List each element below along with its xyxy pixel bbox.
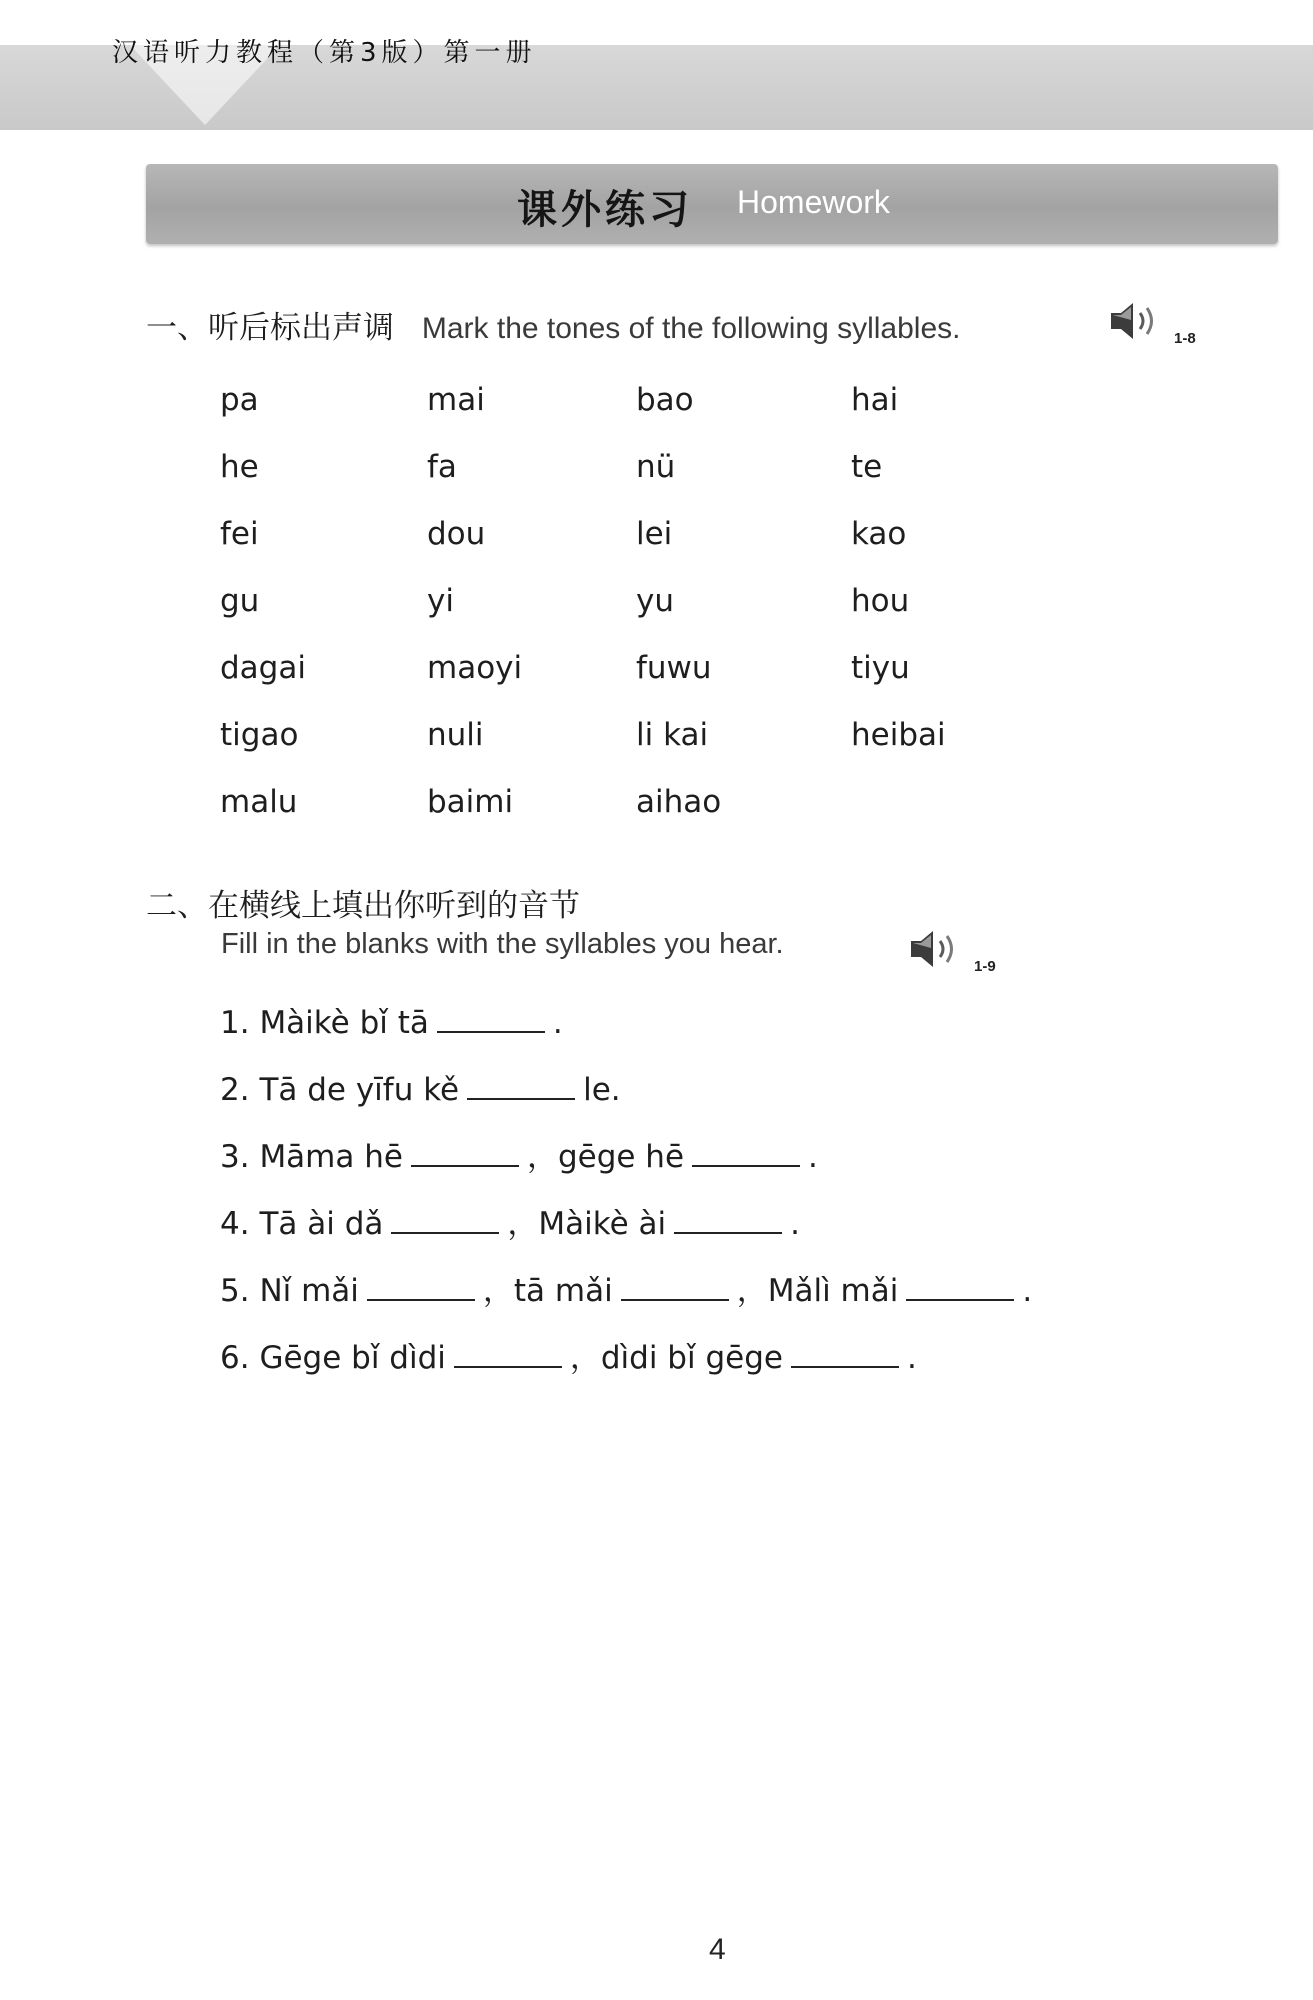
banner-title-en: Homework — [737, 184, 890, 220]
syllable: fei — [220, 516, 259, 552]
answer-blank[interactable] — [467, 1074, 575, 1100]
item-text: . — [1022, 1273, 1033, 1309]
item-text: Nǐ mǎi — [259, 1273, 359, 1309]
track-number: 1-8 — [1174, 330, 1196, 347]
section2-heading-zh: 二、在横线上填出你听到的音节 — [146, 888, 580, 924]
answer-blank[interactable] — [674, 1208, 782, 1234]
banner-title-zh: 课外练习 — [517, 187, 693, 233]
exercise-item — [220, 1129, 1220, 1196]
answer-blank[interactable] — [454, 1342, 562, 1368]
syllable: kao — [851, 516, 907, 552]
answer-blank[interactable] — [367, 1275, 475, 1301]
item-number: 3. — [220, 1139, 250, 1175]
section1-instruction: Mark the tones of the following syllables. — [421, 312, 961, 345]
answer-blank[interactable] — [692, 1141, 800, 1167]
item-number: 4. — [220, 1206, 250, 1242]
book-title: 汉语听力教程（第3版）第一册 — [112, 38, 537, 68]
track-number: 1-9 — [974, 958, 996, 975]
syllable: dou — [427, 516, 486, 552]
item-text: Tā ài dǎ — [259, 1206, 384, 1242]
exercise-item — [220, 1263, 1220, 1330]
syllable: tigao — [220, 717, 299, 753]
syllable-grid — [220, 372, 1066, 841]
syllable: baimi — [427, 784, 514, 820]
item-number: 2. — [220, 1072, 250, 1108]
answer-blank[interactable] — [906, 1275, 1014, 1301]
fill-in-exercise-list — [220, 995, 1220, 1397]
syllable: tiyu — [851, 650, 910, 686]
syllable: hou — [851, 583, 910, 619]
syllable: fa — [427, 449, 457, 485]
item-text: . — [808, 1139, 818, 1175]
syllable: he — [220, 449, 259, 485]
syllable: li kai — [636, 717, 709, 753]
item-text: . — [552, 1005, 563, 1041]
syllable: maoyi — [427, 650, 523, 686]
exercise-item — [220, 1330, 1220, 1397]
exercise-item — [220, 1062, 1220, 1129]
syllable: heibai — [851, 717, 946, 753]
item-text: le. — [583, 1072, 621, 1108]
speaker-icon[interactable] — [1107, 298, 1167, 344]
syllable: dagai — [220, 650, 306, 686]
item-number: 6. — [220, 1340, 250, 1376]
syllable: bao — [636, 382, 694, 418]
item-text: Gēge bǐ dìdi — [259, 1340, 446, 1376]
section1-heading — [146, 302, 960, 347]
syllable: nuli — [427, 717, 484, 753]
syllable: yi — [427, 583, 454, 619]
homework-banner — [146, 164, 1278, 244]
syllable: fuwu — [636, 650, 712, 686]
section1-heading-zh: 一、听后标出声调 — [146, 310, 394, 346]
syllable: nü — [636, 449, 676, 485]
speaker-icon[interactable] — [907, 926, 967, 972]
item-text: ，gēge hē — [526, 1139, 685, 1175]
item-text: . — [906, 1340, 917, 1376]
item-number: 5. — [220, 1273, 250, 1309]
syllable: te — [851, 449, 883, 485]
item-text: Màikè bǐ tā — [259, 1005, 429, 1041]
syllable: mai — [427, 382, 485, 418]
syllable: gu — [220, 583, 260, 619]
syllable: aihao — [636, 784, 722, 820]
item-text: Tā de yīfu kě — [259, 1072, 460, 1108]
syllable: malu — [220, 784, 298, 820]
item-text: ，dìdi bǐ gēge — [569, 1340, 783, 1376]
page-number: 4 — [709, 1933, 726, 1966]
syllable: yu — [636, 583, 674, 619]
syllable: lei — [636, 516, 673, 552]
exercise-item — [220, 1196, 1220, 1263]
answer-blank[interactable] — [621, 1275, 729, 1301]
section2-instruction: Fill in the blanks with the syllables you hear. — [221, 928, 784, 960]
syllable: pa — [220, 382, 259, 418]
syllable: hai — [851, 382, 899, 418]
exercise-item — [220, 995, 1220, 1062]
item-number: 1. — [220, 1005, 250, 1041]
answer-blank[interactable] — [791, 1342, 899, 1368]
item-text: ，Màikè ài — [507, 1206, 667, 1242]
answer-blank[interactable] — [411, 1141, 519, 1167]
item-text: ，tā mǎi — [482, 1273, 613, 1309]
item-text: ，Mǎlì mǎi — [736, 1273, 899, 1309]
item-text: Māma hē — [259, 1139, 403, 1175]
answer-blank[interactable] — [437, 1007, 545, 1033]
item-text: . — [790, 1206, 800, 1242]
answer-blank[interactable] — [391, 1208, 499, 1234]
